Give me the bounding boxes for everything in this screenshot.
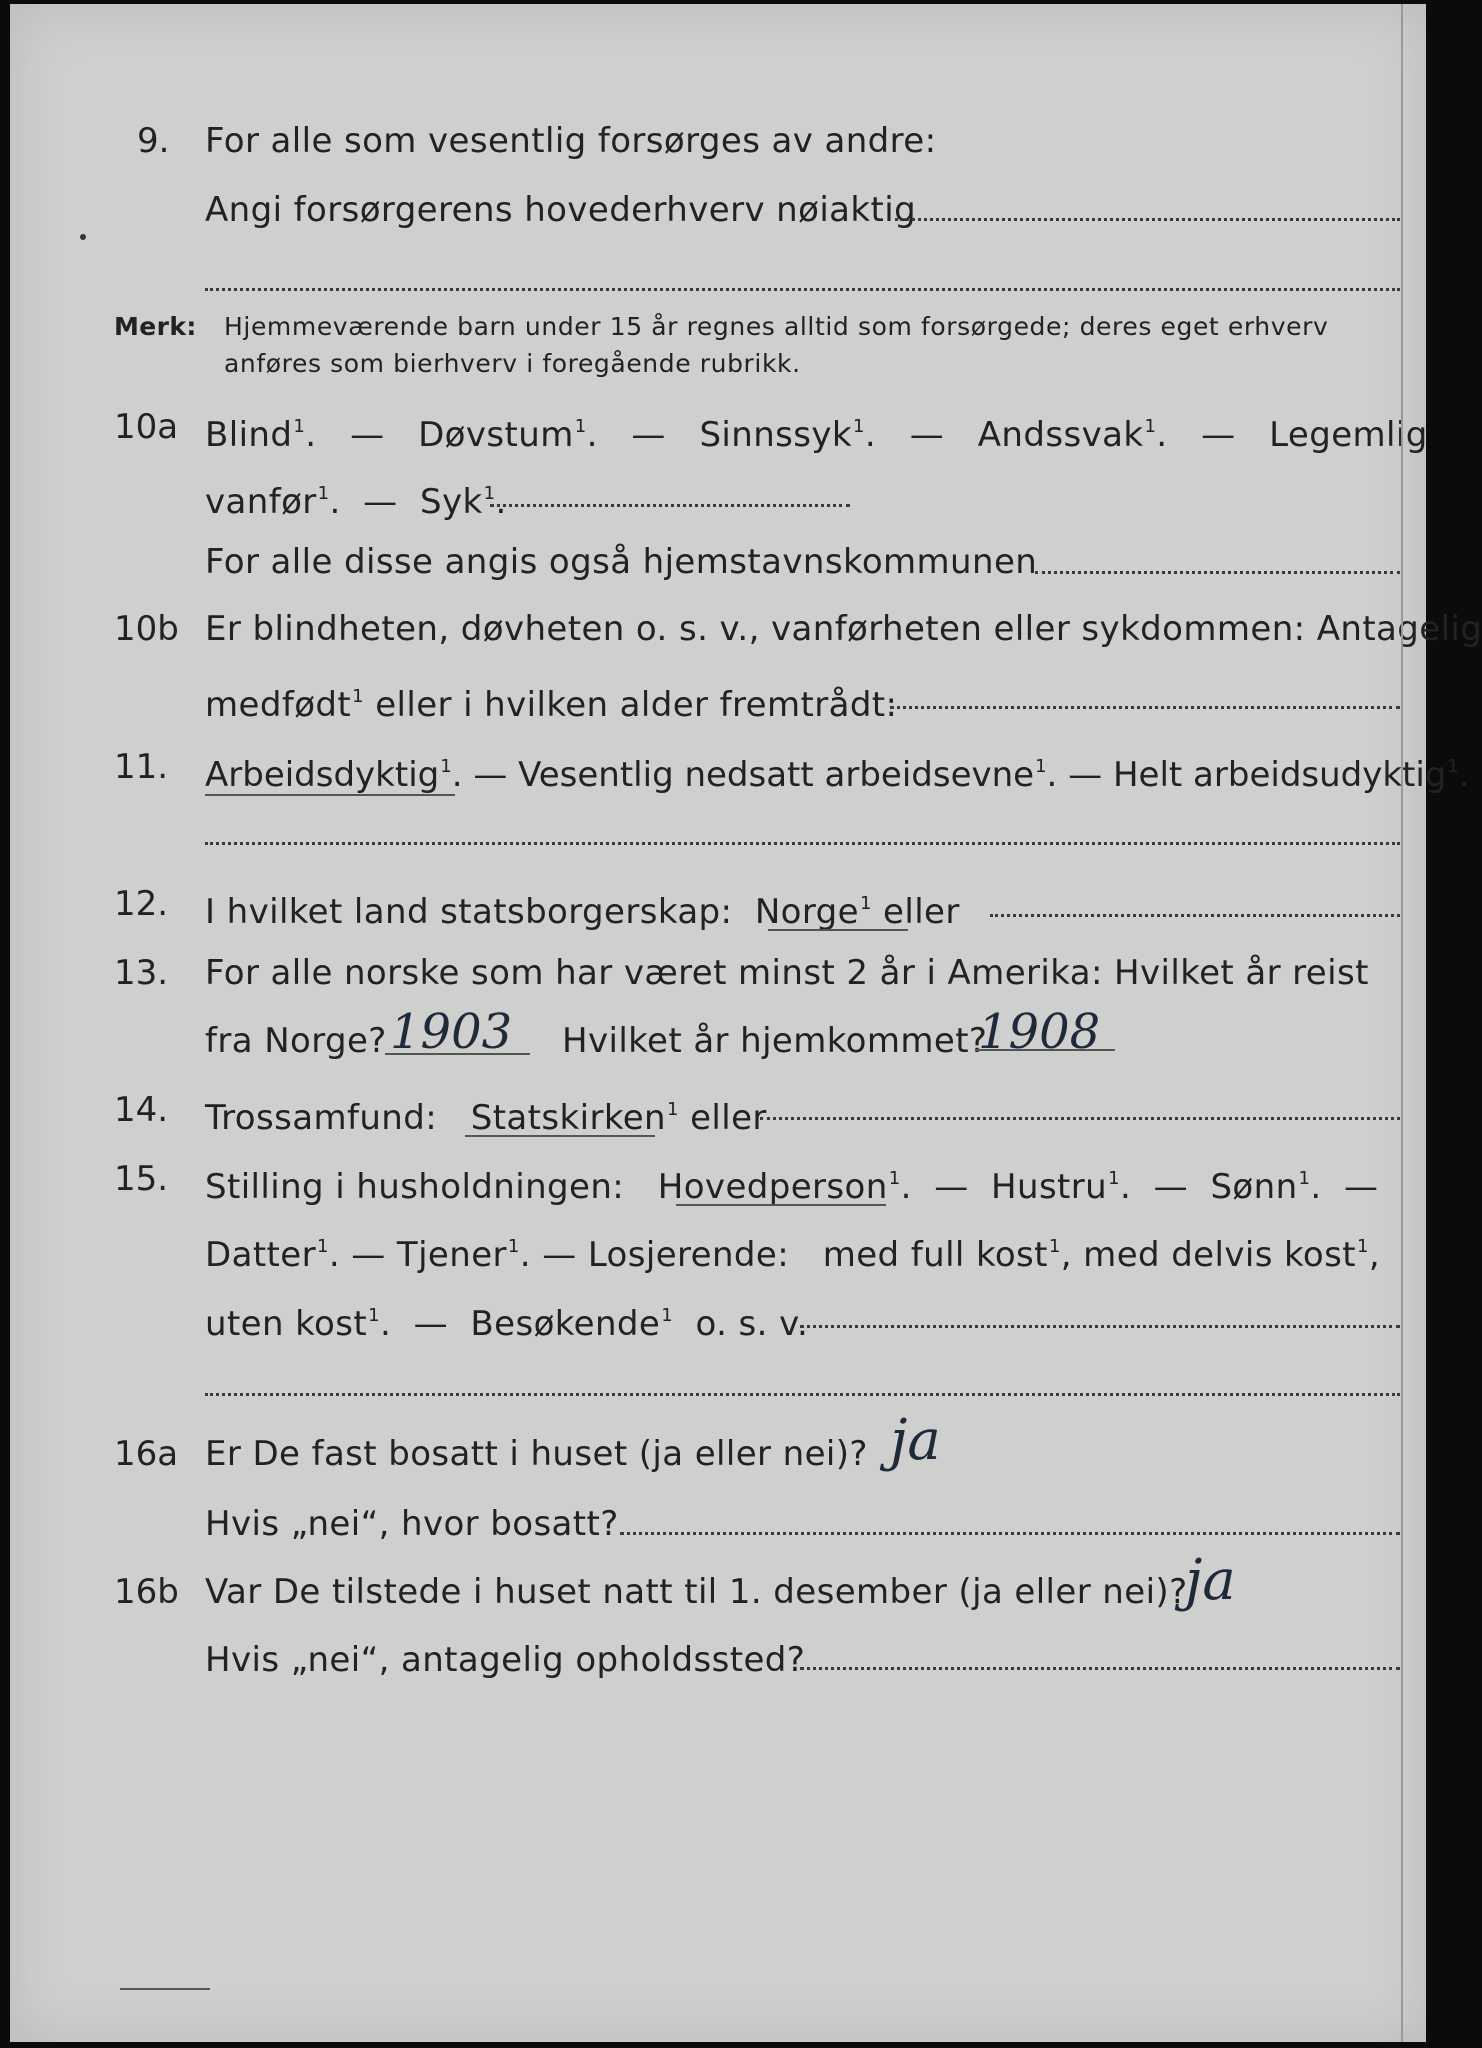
statskirken-option: Statskirken [470, 1098, 666, 1138]
merk-label: Merk: [114, 312, 197, 341]
q10a-line2: vanfør$^1$. — Syk$^1$. [205, 482, 507, 522]
tjener-option: Tjener [396, 1235, 507, 1275]
legemlig-option: Legemlig [1269, 415, 1428, 455]
census-form-page [10, 4, 1482, 2042]
margin-dot [80, 234, 86, 240]
page-marks [10, 4, 1426, 2042]
dovstum-option: Døvstum [418, 415, 574, 455]
hovedperson-option: Hovedperson [657, 1167, 888, 1207]
q16a-answer[interactable]: ja [890, 1408, 941, 1473]
q16a-line1: Er De fast bosatt i huset (ja eller nei)? [205, 1434, 868, 1474]
uten-kost-option: uten kost [205, 1304, 368, 1344]
merk-line1: Hjemmeværende barn under 15 år regnes alltid som forsørgede; deres eget erhverv [224, 312, 1329, 341]
q9-number: 9. [137, 121, 170, 161]
q10a-line3: For alle disse angis også hjemstavnskommunen [205, 542, 1038, 582]
q13-number: 13. [114, 953, 169, 993]
q16b-line1: Var De tilstede i huset natt til 1. desember (ja eller nei)? [205, 1572, 1188, 1612]
andssvak-option: Andssvak [977, 415, 1144, 455]
q14-number: 14. [114, 1090, 169, 1130]
q16b-answer[interactable]: ja [1185, 1548, 1236, 1613]
nedsatt-option: Vesentlig nedsatt arbeidsevne [518, 755, 1035, 795]
q15-line3: uten kost$^1$. — Besøkende$^1$ o. s. v. [205, 1304, 809, 1344]
syk-option: Syk [419, 482, 483, 522]
q9-line1: For alle som vesentlig forsørges av andre: [205, 121, 937, 161]
q16b-number: 16b [114, 1572, 179, 1612]
norge-option: Norge [754, 892, 859, 932]
besokende-option: Besøkende [470, 1304, 661, 1344]
q13-line1: For alle norske som har været minst 2 år i Amerika: Hvilket år reist [205, 953, 1369, 993]
q13-fra-norge: fra Norge? [205, 1021, 387, 1061]
arbeidsdyktig-option: Arbeidsdyktig [205, 755, 440, 795]
sinnssyk-option: Sinnssyk [699, 415, 853, 455]
q12-line: I hvilket land statsborgerskap: Norge$^1$ eller [205, 892, 960, 932]
q10a-number: 10a [114, 407, 179, 447]
q16a-number: 16a [114, 1434, 179, 1474]
q10a-line1: Blind$^1$. — Døvstum$^1$. — Sinnssyk$^1$. — Andssvak$^1$. — Legemlig [205, 415, 1428, 455]
q9-line2: Angi forsørgerens hovederhverv nøiaktig [205, 190, 917, 230]
datter-option: Datter [205, 1235, 316, 1275]
medfodt-option: medfødt [205, 685, 352, 725]
q11-options: Arbeidsdyktig$^1$. — Vesentlig nedsatt arbeidsevne$^1$. — Helt arbeidsudyktig$^1$. [205, 755, 1470, 795]
vanfor-option: vanfør [205, 482, 317, 522]
udyktig-option: Helt arbeidsudyktig [1112, 755, 1447, 795]
q12-number: 12. [114, 884, 169, 924]
q16b-line2: Hvis „nei“, antagelig opholdssted? [205, 1640, 806, 1680]
q11-number: 11. [114, 747, 169, 787]
q16a-line2: Hvis „nei“, hvor bosatt? [205, 1504, 619, 1544]
q10b-number: 10b [114, 609, 179, 649]
q13-hjemkommet: Hvilket år hjemkommet? [562, 1021, 988, 1061]
merk-line2: anføres som bierhverv i foregående rubrikk. [224, 349, 801, 378]
q13-answer-hjem[interactable]: 1908 [978, 1004, 1101, 1060]
blind-option: Blind [205, 415, 293, 455]
q15-line1: Stilling i husholdningen: Hovedperson$^1$. — Hustru$^1$. — Sønn$^1$. — [205, 1167, 1379, 1207]
hustru-option: Hustru [991, 1167, 1108, 1207]
q13-answer-reist[interactable]: 1903 [390, 1004, 513, 1060]
q15-number: 15. [114, 1159, 169, 1199]
q14-line: Trossamfund: Statskirken$^1$ eller [205, 1098, 767, 1138]
full-kost-option: med full kost [822, 1235, 1048, 1275]
q10b-line1: Er blindheten, døvheten o. s. v., vanførheten eller sykdommen: Antagelig [205, 609, 1482, 649]
delvis-kost-option: med delvis kost [1083, 1235, 1356, 1275]
q15-line2: Datter$^1$. — Tjener$^1$. — Losjerende: med full kost$^1$, med delvis kost$^1$, [205, 1235, 1381, 1275]
sonn-option: Sønn [1210, 1167, 1298, 1207]
q10b-line2: medfødt$^1$ eller i hvilken alder fremtrådt: [205, 685, 898, 725]
